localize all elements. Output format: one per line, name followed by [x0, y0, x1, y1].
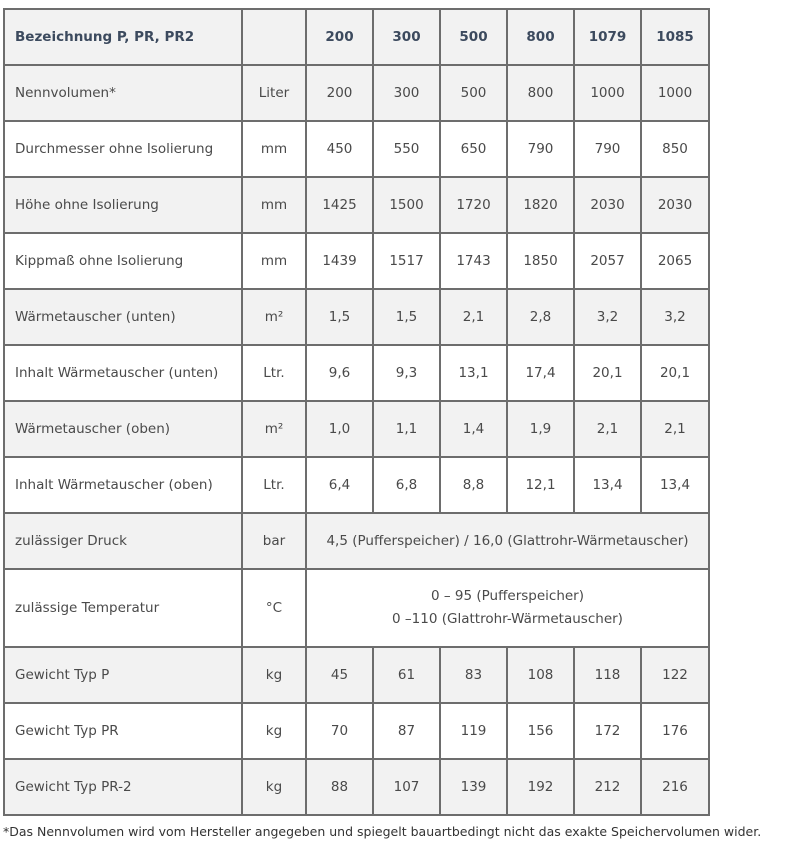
table-cell: 1,5 [306, 289, 373, 345]
pressure-value: 4,5 (Pufferspeicher) / 16,0 (Glattrohr-Wärmetauscher) [306, 513, 709, 569]
header-model: 500 [440, 9, 507, 65]
table-row [4, 457, 709, 513]
table-cell: 212 [574, 759, 641, 815]
table-cell: 650 [440, 121, 507, 177]
table-cell: 87 [373, 703, 440, 759]
table-cell: 61 [373, 647, 440, 703]
table-cell: 9,3 [373, 345, 440, 401]
row-unit: mm [242, 233, 306, 289]
table-cell: 200 [306, 65, 373, 121]
table-cell: 13,1 [440, 345, 507, 401]
header-model: 800 [507, 9, 574, 65]
header-model: 1079 [574, 9, 641, 65]
table-cell: 1,9 [507, 401, 574, 457]
table-row [4, 289, 709, 345]
row-label: Wärmetauscher (oben) [4, 401, 242, 457]
row-unit: kg [242, 759, 306, 815]
table-cell: 3,2 [574, 289, 641, 345]
table-cell: 172 [574, 703, 641, 759]
temperature-line-2: 0 –110 (Glattrohr-Wärmetauscher) [392, 611, 623, 627]
table-cell: 107 [373, 759, 440, 815]
row-unit: Ltr. [242, 457, 306, 513]
table-cell: 156 [507, 703, 574, 759]
row-unit: kg [242, 647, 306, 703]
table-cell: 1850 [507, 233, 574, 289]
table-cell: 13,4 [574, 457, 641, 513]
table-cell: 2030 [574, 177, 641, 233]
table-cell: 20,1 [574, 345, 641, 401]
table-cell: 2065 [641, 233, 709, 289]
table-cell: 1,0 [306, 401, 373, 457]
header-model: 200 [306, 9, 373, 65]
table-row [4, 759, 709, 815]
table-cell: 2,1 [440, 289, 507, 345]
header-label: Bezeichnung P, PR, PR2 [4, 9, 242, 65]
table-cell: 1439 [306, 233, 373, 289]
table-row [4, 703, 709, 759]
table-cell: 1500 [373, 177, 440, 233]
header-model: 1085 [641, 9, 709, 65]
table-cell: 1,1 [373, 401, 440, 457]
table-cell: 83 [440, 647, 507, 703]
table-cell: 1425 [306, 177, 373, 233]
header-row [4, 9, 709, 65]
table-cell: 8,8 [440, 457, 507, 513]
table-cell: 2,8 [507, 289, 574, 345]
row-unit: m² [242, 289, 306, 345]
row-label: Inhalt Wärmetauscher (oben) [4, 457, 242, 513]
table-cell: 13,4 [641, 457, 709, 513]
footnote: *Das Nennvolumen wird vom Hersteller angegeben und spiegelt bauartbedingt nicht das exakte Speichervolumen wider. [3, 824, 762, 839]
row-unit: kg [242, 703, 306, 759]
table-cell: 1820 [507, 177, 574, 233]
row-unit: mm [242, 121, 306, 177]
table-cell: 800 [507, 65, 574, 121]
table-cell: 6,8 [373, 457, 440, 513]
row-label: zulässige Temperatur [4, 569, 242, 647]
table-cell: 2,1 [574, 401, 641, 457]
table-cell: 1,4 [440, 401, 507, 457]
table-row [4, 647, 709, 703]
row-label: Inhalt Wärmetauscher (unten) [4, 345, 242, 401]
table-cell: 12,1 [507, 457, 574, 513]
table-cell: 20,1 [641, 345, 709, 401]
temperature-value [306, 569, 709, 647]
header-model: 300 [373, 9, 440, 65]
row-label: Gewicht Typ PR-2 [4, 759, 242, 815]
table-cell: 119 [440, 703, 507, 759]
row-label: Nennvolumen* [4, 65, 242, 121]
table-cell: 1,5 [373, 289, 440, 345]
table-cell: 216 [641, 759, 709, 815]
row-label: zulässiger Druck [4, 513, 242, 569]
table-cell: 790 [507, 121, 574, 177]
header-unit [242, 9, 306, 65]
row-label: Gewicht Typ P [4, 647, 242, 703]
table-cell: 500 [440, 65, 507, 121]
row-unit: m² [242, 401, 306, 457]
row-label: Kippmaß ohne Isolierung [4, 233, 242, 289]
temperature-line-1: 0 – 95 (Pufferspeicher) [430, 588, 585, 604]
row-unit: mm [242, 177, 306, 233]
table-cell: 2030 [641, 177, 709, 233]
row-label: Gewicht Typ PR [4, 703, 242, 759]
table-cell: 790 [574, 121, 641, 177]
table-cell: 88 [306, 759, 373, 815]
table-row [4, 177, 709, 233]
table-cell: 300 [373, 65, 440, 121]
table-cell: 122 [641, 647, 709, 703]
row-label: Wärmetauscher (unten) [4, 289, 242, 345]
table-row [4, 65, 709, 121]
table-cell: 139 [440, 759, 507, 815]
table-cell: 550 [373, 121, 440, 177]
row-unit: bar [242, 513, 306, 569]
table-cell: 1000 [574, 65, 641, 121]
specification-table [3, 8, 710, 816]
table-cell: 1743 [440, 233, 507, 289]
row-unit: Liter [242, 65, 306, 121]
table-cell: 1720 [440, 177, 507, 233]
table-cell: 2,1 [641, 401, 709, 457]
table-cell: 70 [306, 703, 373, 759]
table-row [4, 121, 709, 177]
row-label: Durchmesser ohne Isolierung [4, 121, 242, 177]
table-cell: 17,4 [507, 345, 574, 401]
table-row [4, 233, 709, 289]
row-unit: Ltr. [242, 345, 306, 401]
table-cell: 1517 [373, 233, 440, 289]
table-cell: 176 [641, 703, 709, 759]
table-row [4, 345, 709, 401]
table-cell: 450 [306, 121, 373, 177]
row-label: Höhe ohne Isolierung [4, 177, 242, 233]
table-cell: 45 [306, 647, 373, 703]
table-cell: 118 [574, 647, 641, 703]
row-unit: °C [242, 569, 306, 647]
table-cell: 2057 [574, 233, 641, 289]
table-cell: 6,4 [306, 457, 373, 513]
table-cell: 192 [507, 759, 574, 815]
table-row [4, 401, 709, 457]
table-row-temperature [4, 569, 709, 647]
table-cell: 3,2 [641, 289, 709, 345]
table-cell: 9,6 [306, 345, 373, 401]
table-cell: 108 [507, 647, 574, 703]
table-cell: 850 [641, 121, 709, 177]
table-row-pressure [4, 513, 709, 569]
table-cell: 1000 [641, 65, 709, 121]
